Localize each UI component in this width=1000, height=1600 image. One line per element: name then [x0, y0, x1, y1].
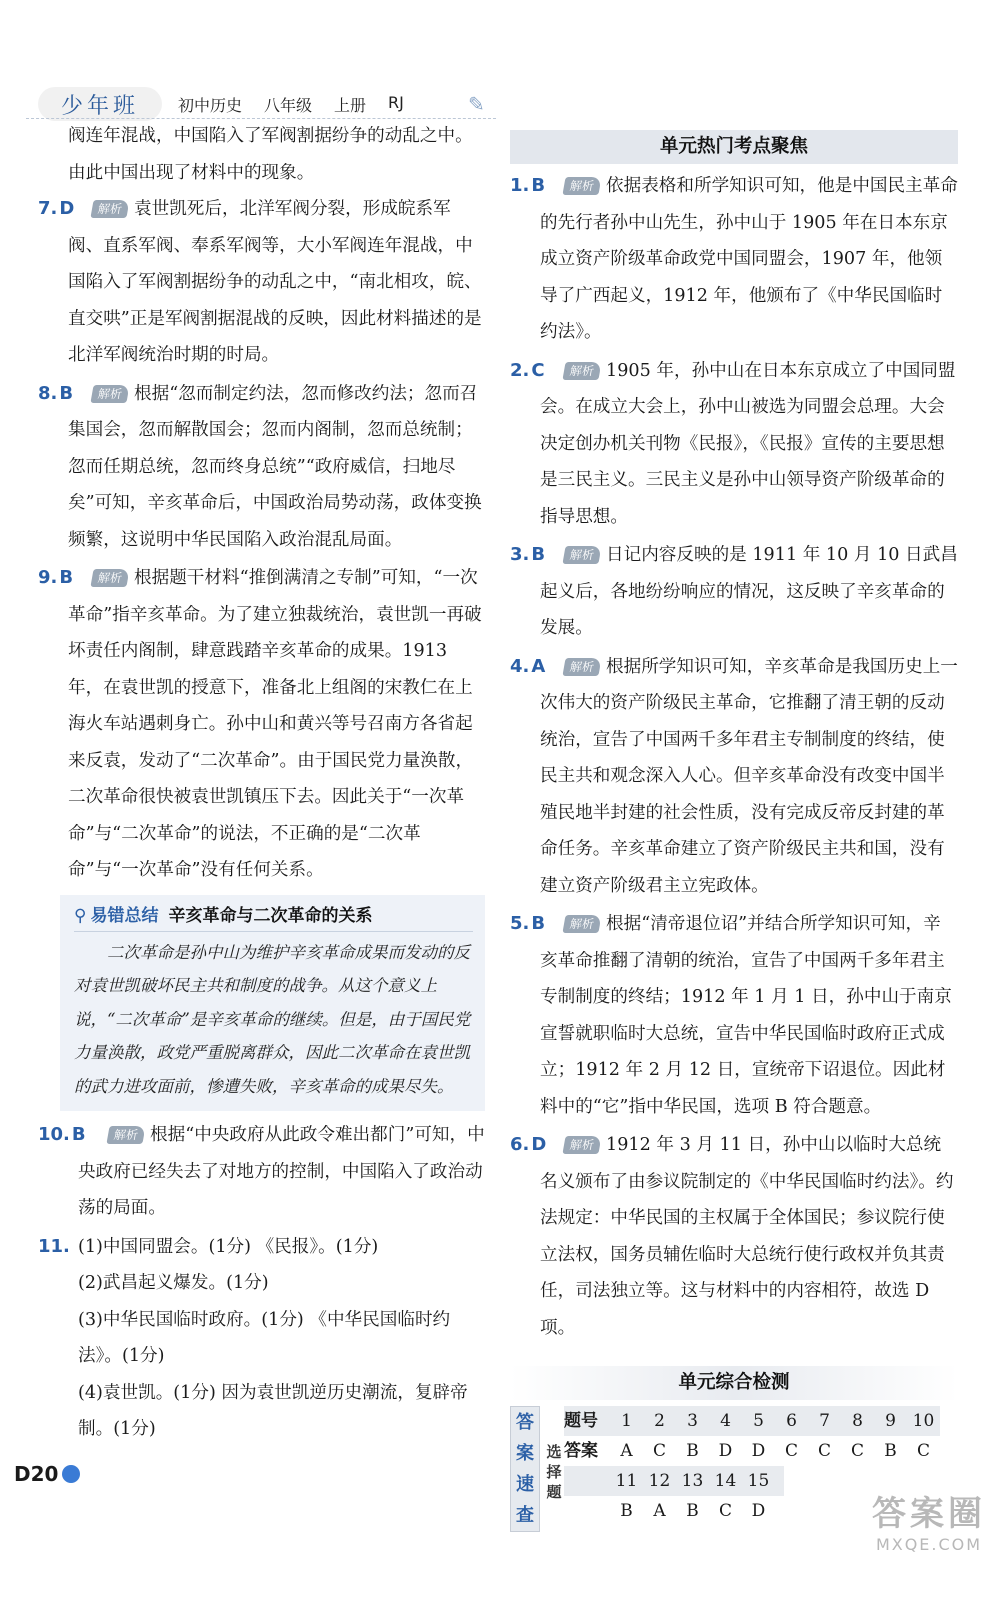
doodle-icon: ✎ [468, 92, 485, 116]
grade-label: 八年级 [264, 95, 313, 115]
analysis-text: 日记内容反映的是 1911 年 10 月 10 日武昌起义后，各地纷纷响应的情况，这反映了辛亥革命的发展。 [540, 545, 958, 638]
analysis-tag: 解析 [90, 200, 129, 218]
analysis-text: 1905 年，孙中山在日本东京成立了中国同盟会。在成立大会上，孙中山被选为同盟会总理。大会决定创办机关刊物《民报》，《民报》宣传的主要思想是三民主义。三民主义是孙中山领导资产阶级革命的指导思想。 [540, 360, 956, 527]
tip-tag: 易错总结 [90, 905, 159, 926]
section-title: 单元热门考点聚焦 [510, 130, 958, 164]
answer-key-cell: C [850, 1441, 864, 1461]
question-r6 [510, 1127, 958, 1346]
analysis-text: 袁世凯死后，北洋军阀分裂，形成皖系军阀、直系军阀、奉系军阀等，大小军阀连年混战，中国陷入了军阀割据纷争的动乱之中，“南北相攻，皖、直交哄”正是军阀割据混战的反映，因此材料描述的是北洋军阀统治时期的时局。 [68, 199, 482, 365]
question-7 [38, 191, 485, 374]
answer-key-cell: D [751, 1501, 766, 1521]
analysis-tag: 解析 [562, 546, 601, 564]
question-r5 [510, 906, 958, 1125]
question-number: 7. [38, 198, 58, 219]
question-r2 [510, 353, 958, 536]
answer-key-cell: 8 [852, 1411, 863, 1431]
answer-line: (1)中国同盟会。(1分) 《民报》。(1分) [78, 1236, 379, 1257]
edition-label: RJ [388, 92, 404, 112]
subject-label: 初中历史 [178, 95, 243, 115]
answer-key-cell: 15 [747, 1471, 770, 1491]
question-9 [38, 560, 485, 889]
answer-key-side-label [510, 1406, 540, 1532]
question-11 [38, 1229, 485, 1448]
analysis-tag: 解析 [562, 177, 601, 195]
answer-letter: B [531, 175, 546, 196]
right-column [510, 118, 958, 1532]
question-number: 11. [38, 1235, 70, 1257]
analysis-tag: 解析 [562, 915, 601, 933]
logo: 少年班 [38, 87, 162, 121]
answer-line: (4)袁世凯。(1分) 因为袁世凯逆历史潮流，复辟帝制。(1分) [78, 1382, 468, 1439]
question-number: 9. [38, 567, 58, 588]
answer-key-cell: A [620, 1441, 633, 1461]
answer-row [564, 1436, 940, 1466]
answer-key-cell: 9 [885, 1411, 896, 1431]
question-number: 3. [510, 544, 530, 565]
analysis-tag: 解析 [562, 658, 601, 676]
answer-key-cell: B [620, 1501, 633, 1521]
answer-key-cell: C [784, 1441, 798, 1461]
question-8 [38, 376, 485, 559]
question-r4 [510, 649, 958, 905]
analysis-text: 1912 年 3 月 11 日，孙中山以临时大总统名义颁布了由参议院制定的《中华民国临时约法》。约法规定：中华民国的主权属于全体国民；参议院行使立法权，国务员辅佐临时大总统行使行政权并负其责任，司法独立等。这与材料中的内容相符，故选 D 项。 [540, 1135, 954, 1338]
answer-key-cell: B [884, 1441, 897, 1461]
answer-key-cell: 6 [786, 1411, 797, 1431]
row-label: 答案 [564, 1441, 598, 1461]
side-char: 答 [516, 1411, 534, 1433]
answer-letter: C [531, 359, 545, 381]
answer-key-cell: 4 [720, 1411, 731, 1431]
answer-key-cell: C [718, 1501, 732, 1521]
answer-key-cell: 13 [681, 1471, 704, 1491]
analysis-text: 根据“忽而制定约法，忽而修改约法；忽而召集国会，忽而解散国会；忽而内阁制，忽而总统制；忽而任期总统，忽而终身总统”“政府威信，扫地尽矣”可知，辛亥革命后，中国政治局势动荡，政体变换频繁，这说明中华民国陷入政治混乱局面。 [68, 383, 482, 550]
analysis-tag: 解析 [90, 569, 129, 587]
answer-letter: A [531, 655, 546, 677]
answer-letter: B [59, 382, 74, 404]
answer-key-cell: 12 [648, 1471, 671, 1491]
question-number: 5. [510, 913, 530, 934]
answer-key-cell: A [653, 1501, 666, 1521]
page-number [14, 1462, 80, 1486]
continued-text: 阀连年混战，中国陷入了军阀割据纷争的动乱之中。由此中国出现了材料中的现象。 [68, 126, 473, 183]
answer-key-cell: B [686, 1501, 699, 1521]
analysis-text: 根据所学知识可知，辛亥革命是我国历史上一次伟大的资产阶级民主革命，它推翻了清王朝的反动统治，宣告了中国两千多年君主专制制度的终结，使民主共和观念深入人心。但辛亥革命没有改变中国半殖民地半封建的社会性质，没有完成反帝反封建的革命任务。辛亥革命建立了资产阶级民主共和国，没有建立资产阶级君主立宪政体。 [540, 656, 958, 896]
question-number-row [564, 1466, 784, 1496]
question-r3 [510, 537, 958, 647]
question-number: 4. [510, 655, 530, 677]
left-column [38, 118, 485, 1450]
analysis-tag: 解析 [562, 1136, 601, 1154]
question-10 [38, 1117, 485, 1227]
tip-body: 二次革命是孙中山为维护辛亥革命成果而发动的反对袁世凯破坏民主共和制度的战争。从这个意义上说，“二次革命”是辛亥革命的继续。但是，由于国民党力量涣散，政党严重脱离群众，因此二次革命在袁世凯的武力进攻面前，惨遭失败，辛亥革命的成果尽失。 [74, 942, 471, 1096]
analysis-tag: 解析 [90, 385, 129, 403]
answer-letter: B [531, 913, 546, 934]
answer-line: (3)中华民国临时政府。(1分) 《中华民国临时约法》。(1分) [78, 1309, 451, 1366]
answer-key-cell: 1 [621, 1411, 632, 1431]
section-title: 单元综合检测 [510, 1366, 958, 1400]
side-char: 案 [516, 1442, 534, 1464]
volume-label: 上册 [334, 95, 367, 115]
answer-letter: B [531, 544, 546, 565]
analysis-text: 根据“清帝退位诏”并结合所学知识可知，辛亥革命推翻了清朝的统治，宣告了中国两千多年君主专制制度的终结；1912 年 1 月 1 日，孙中山于南京宣誓就职临时大总统，宣告中华民国临时政府正式成立；1912 年 2 月 12 日，宣统帝下诏退位。因此材料中的“它”指中华民国，选项 B 符合题意。 [540, 914, 952, 1117]
row-label: 题号 [564, 1411, 598, 1431]
side-char: 查 [516, 1504, 534, 1526]
page-number-text: D20 [14, 1462, 59, 1486]
answer-letter: D [59, 198, 75, 219]
answer-key-cell: 5 [753, 1411, 764, 1431]
question-number: 10. [38, 1124, 70, 1145]
question-number: 1. [510, 175, 530, 196]
choice-question-label [543, 1442, 565, 1502]
row-spacer [564, 1466, 610, 1496]
analysis-tag: 解析 [562, 362, 601, 380]
question-r1 [510, 168, 958, 351]
watermark [872, 1486, 986, 1554]
answer-key-cell: C [916, 1441, 930, 1461]
answer-key-cell: 3 [687, 1411, 698, 1431]
analysis-tag: 解析 [106, 1126, 145, 1144]
sub-char: 择 [546, 1463, 562, 1481]
answer-key-cell: 2 [654, 1411, 665, 1431]
answer-letter: B [71, 1124, 86, 1145]
tip-title: 辛亥革命与二次革命的关系 [168, 905, 373, 926]
answer-key-cell: B [686, 1441, 699, 1461]
question-number: 2. [510, 359, 530, 381]
question-number-row [564, 1406, 940, 1436]
answer-letter: D [531, 1134, 547, 1155]
answer-key-cell: C [817, 1441, 831, 1461]
answer-key-cell: D [718, 1441, 733, 1461]
answer-key-cell: 14 [714, 1471, 737, 1491]
answer-key-cell: 10 [912, 1411, 935, 1431]
answer-key-cell: C [652, 1441, 666, 1461]
answer-letter: B [59, 567, 74, 588]
answer-key-cell: 7 [819, 1411, 830, 1431]
answer-key-cell: 11 [615, 1471, 638, 1491]
watermark-title: 答案圈 [872, 1494, 986, 1534]
analysis-text: 依据表格和所学知识可知，他是中国民主革命的先行者孙中山先生，孙中山于 1905 年在日本东京成立资产阶级革命政党中国同盟会，1907 年，他领导了广西起义，1912 年，他颁布了《中华民国临时约法》。 [540, 176, 958, 342]
key-icon: ⚲ [74, 905, 87, 926]
error-summary-box [60, 895, 485, 1112]
row-spacer [564, 1496, 610, 1526]
sub-char: 选 [546, 1443, 562, 1461]
question-number: 8. [38, 382, 58, 404]
sub-char: 题 [546, 1483, 562, 1501]
analysis-text: 根据题干材料“推倒满清之专制”可知，“一次革命”指辛亥革命。为了建立独裁统治，袁世凯一再破坏责任内阁制，肆意践踏辛亥革命的成果。1913 年，在袁世凯的授意下，准备北上组阁的宋教仁在上海火车站遇刺身亡。孙中山和黄兴等号召南方各省起来反袁，发动了“二次革命”。由于国民党力量涣散，二次革命很快被袁世凯镇压下去。因此关于“一次革命”与“二次革命”的说法，不正确的是“二次革命”与“一次革命”没有任何关系。 [68, 568, 482, 880]
answer-line: (2)武昌起义爆发。(1分) [78, 1273, 269, 1293]
analysis-text: 根据“中央政府从此政令难出都门”可知，中央政府已经失去了对地方的控制，中国陷入了政治动荡的局面。 [78, 1125, 485, 1218]
question-number: 6. [510, 1134, 530, 1155]
ball-icon [62, 1465, 80, 1483]
side-char: 速 [516, 1473, 534, 1495]
watermark-url: MXQE.COM [875, 1535, 983, 1554]
answer-key-cell: D [751, 1441, 766, 1461]
